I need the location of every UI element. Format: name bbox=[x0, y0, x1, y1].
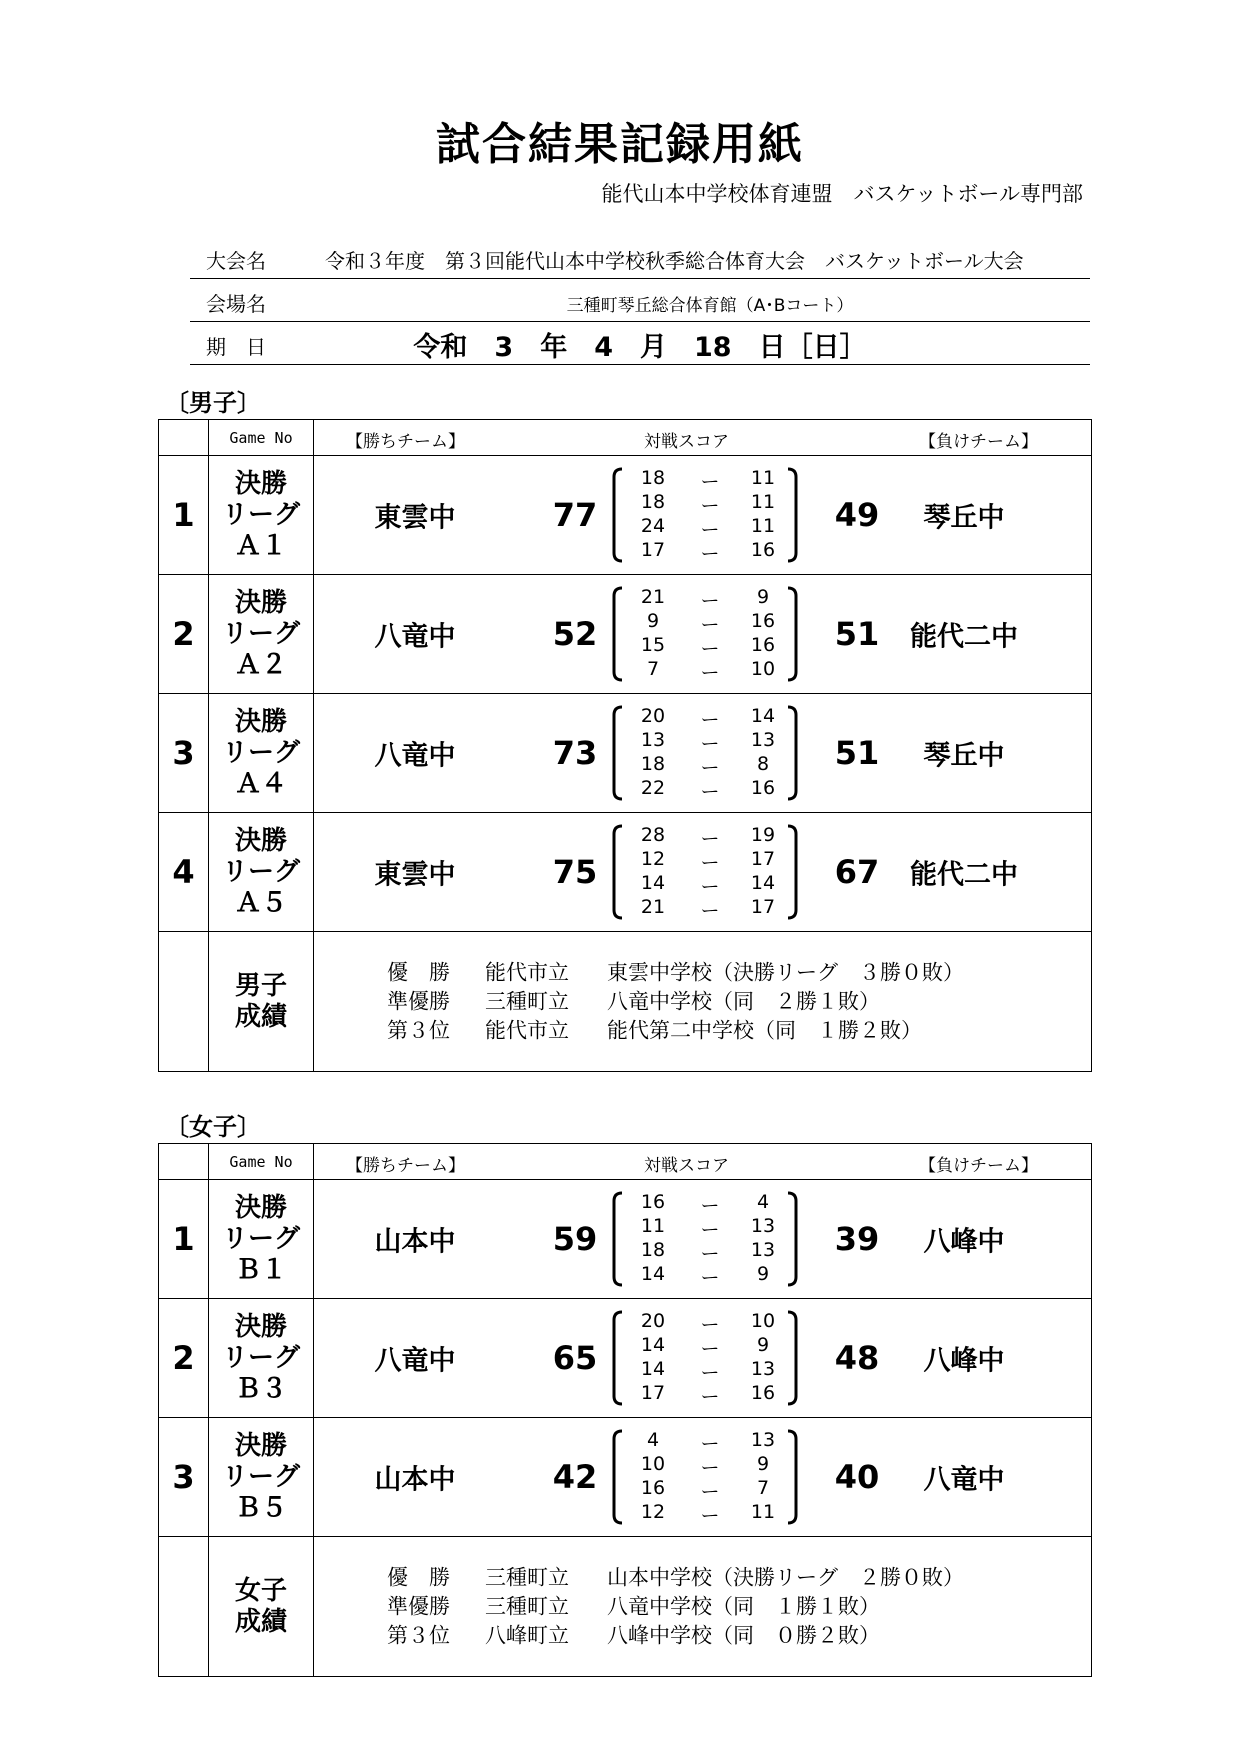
quarter-separator: ー bbox=[700, 781, 720, 803]
standings-cell bbox=[314, 1537, 1092, 1677]
game-stage bbox=[209, 1180, 314, 1299]
stage-line: Ａ１ bbox=[234, 530, 287, 561]
standings-list bbox=[387, 958, 964, 1045]
quarter-row bbox=[610, 634, 806, 658]
quarter-separator: ー bbox=[700, 1433, 720, 1455]
game-row bbox=[159, 1180, 1092, 1299]
loser-team: 琴丘中 bbox=[923, 502, 1005, 534]
organization-name: 能代山本中学校体育連盟 バスケットボール専門部 bbox=[601, 182, 1083, 206]
quarter-separator: ー bbox=[700, 495, 720, 517]
quarter-winner-points: 16 bbox=[640, 1191, 666, 1213]
quarter-separator: ー bbox=[700, 852, 720, 874]
quarter-loser-points: 13 bbox=[750, 1358, 776, 1380]
game-index: 4 bbox=[159, 813, 209, 932]
header-row bbox=[159, 420, 1092, 456]
quarter-row bbox=[610, 658, 806, 682]
standings-school: 八竜中学校（同 ２勝１敗） bbox=[607, 989, 880, 1013]
winner-score: 77 bbox=[552, 496, 598, 534]
quarter-loser-points: 11 bbox=[750, 515, 776, 537]
quarter-winner-points: 18 bbox=[640, 491, 666, 513]
standings-school: 山本中学校（決勝リーグ ２勝０敗） bbox=[607, 1565, 964, 1589]
standings-label-line: 男子 bbox=[234, 970, 287, 1001]
quarter-row bbox=[610, 610, 806, 634]
quarter-loser-points: 9 bbox=[756, 1334, 770, 1356]
quarter-separator: ー bbox=[700, 1481, 720, 1503]
girls-results-table bbox=[158, 1143, 1092, 1677]
stage-line: 決勝 bbox=[234, 468, 287, 499]
quarter-winner-points: 7 bbox=[646, 658, 660, 680]
standings-row bbox=[159, 932, 1092, 1072]
stage-line: 決勝 bbox=[234, 1311, 287, 1342]
stage-line: リーグ bbox=[221, 856, 300, 887]
winner-score: 65 bbox=[552, 1339, 598, 1377]
boys-section-title: 〔男子〕 bbox=[165, 389, 261, 417]
quarter-separator: ー bbox=[700, 1243, 720, 1265]
quarter-winner-points: 12 bbox=[640, 848, 666, 870]
quarter-row bbox=[610, 467, 806, 491]
venue-row bbox=[190, 279, 1090, 322]
quarter-row bbox=[610, 705, 806, 729]
standings-city: 三種町立 bbox=[485, 989, 569, 1013]
game-detail bbox=[314, 575, 1092, 694]
stage-line: 決勝 bbox=[234, 825, 287, 856]
game-index: 3 bbox=[159, 1418, 209, 1537]
header-blank bbox=[159, 420, 209, 456]
stage-line: Ｂ５ bbox=[234, 1492, 287, 1523]
game-detail bbox=[314, 813, 1092, 932]
stage-line: リーグ bbox=[221, 737, 300, 768]
header-winner: 【勝ちチーム】 bbox=[346, 432, 465, 452]
standings-blank bbox=[159, 932, 209, 1072]
quarter-loser-points: 14 bbox=[750, 705, 776, 727]
quarter-row bbox=[610, 586, 806, 610]
quarter-winner-points: 24 bbox=[640, 515, 666, 537]
quarter-loser-points: 7 bbox=[756, 1477, 770, 1499]
standings-label-line: 成績 bbox=[234, 1001, 287, 1032]
quarter-row bbox=[610, 1310, 806, 1334]
quarter-separator: ー bbox=[700, 471, 720, 493]
game-row bbox=[159, 456, 1092, 575]
standings-place: 準優勝 bbox=[387, 1594, 450, 1618]
quarter-separator: ー bbox=[700, 638, 720, 660]
quarter-winner-points: 10 bbox=[640, 1453, 666, 1475]
game-row bbox=[159, 575, 1092, 694]
winner-score: 59 bbox=[552, 1220, 598, 1258]
quarter-winner-points: 18 bbox=[640, 1239, 666, 1261]
quarter-separator: ー bbox=[700, 1362, 720, 1384]
standings-row bbox=[159, 1537, 1092, 1677]
game-row bbox=[159, 1299, 1092, 1418]
winner-score: 73 bbox=[552, 734, 598, 772]
quarter-winner-points: 22 bbox=[640, 777, 666, 799]
loser-team: 能代二中 bbox=[910, 621, 1018, 653]
standings-entry bbox=[387, 958, 964, 987]
standings-label bbox=[209, 932, 314, 1072]
quarter-scores bbox=[610, 1310, 806, 1406]
quarter-row bbox=[610, 729, 806, 753]
quarter-loser-points: 13 bbox=[750, 729, 776, 751]
game-detail bbox=[314, 1180, 1092, 1299]
quarter-winner-points: 20 bbox=[640, 1310, 666, 1332]
stage-line: リーグ bbox=[221, 1461, 300, 1492]
stage-line: 決勝 bbox=[234, 1192, 287, 1223]
standings-label bbox=[209, 1537, 314, 1677]
winner-score: 52 bbox=[552, 615, 598, 653]
winner-team: 山本中 bbox=[374, 1464, 456, 1496]
document-title: 試合結果記録用紙 bbox=[436, 119, 804, 170]
standings-entry bbox=[387, 987, 964, 1016]
quarter-winner-points: 4 bbox=[646, 1429, 660, 1451]
quarter-loser-points: 14 bbox=[750, 872, 776, 894]
standings-entry bbox=[387, 1016, 964, 1045]
header-loser: 【負けチーム】 bbox=[919, 1156, 1038, 1176]
quarter-loser-points: 9 bbox=[756, 586, 770, 608]
standings-place: 優 勝 bbox=[387, 960, 450, 984]
standings-city: 三種町立 bbox=[485, 1594, 569, 1618]
header-game-no: Game No bbox=[209, 420, 314, 456]
header-score: 対戦スコア bbox=[644, 1156, 729, 1176]
quarter-row bbox=[610, 1263, 806, 1287]
header-row bbox=[159, 1144, 1092, 1180]
quarter-loser-points: 11 bbox=[750, 491, 776, 513]
header-game-no: Game No bbox=[209, 1144, 314, 1180]
quarter-winner-points: 18 bbox=[640, 753, 666, 775]
header-score: 対戦スコア bbox=[644, 432, 729, 452]
quarter-winner-points: 21 bbox=[640, 586, 666, 608]
game-row bbox=[159, 1418, 1092, 1537]
quarter-loser-points: 17 bbox=[750, 848, 776, 870]
quarter-separator: ー bbox=[700, 1386, 720, 1408]
loser-score: 40 bbox=[834, 1458, 880, 1496]
loser-score: 51 bbox=[834, 615, 880, 653]
quarter-scores bbox=[610, 1191, 806, 1287]
game-stage bbox=[209, 694, 314, 813]
quarter-separator: ー bbox=[700, 662, 720, 684]
header-blank bbox=[159, 1144, 209, 1180]
quarter-scores bbox=[610, 586, 806, 682]
quarter-row bbox=[610, 1453, 806, 1477]
tournament-label: 大会名 bbox=[206, 249, 266, 273]
winner-team: 東雲中 bbox=[374, 859, 456, 891]
date-value: 令和 3 年 4 月 18 日［日］ bbox=[413, 332, 867, 363]
quarter-row bbox=[610, 1429, 806, 1453]
quarter-separator: ー bbox=[700, 876, 720, 898]
header-columns bbox=[314, 1144, 1092, 1180]
quarter-row bbox=[610, 872, 806, 896]
quarter-winner-points: 11 bbox=[640, 1215, 666, 1237]
stage-line: Ａ５ bbox=[234, 887, 287, 918]
quarter-row bbox=[610, 1215, 806, 1239]
standings-entry bbox=[387, 1563, 964, 1592]
quarter-row bbox=[610, 777, 806, 801]
winner-team: 八竜中 bbox=[374, 740, 456, 772]
quarter-loser-points: 16 bbox=[750, 539, 776, 561]
quarter-separator: ー bbox=[700, 590, 720, 612]
quarter-row bbox=[610, 1191, 806, 1215]
stage-line: 決勝 bbox=[234, 1430, 287, 1461]
quarter-loser-points: 16 bbox=[750, 777, 776, 799]
game-index: 2 bbox=[159, 575, 209, 694]
quarter-winner-points: 14 bbox=[640, 872, 666, 894]
venue-label: 会場名 bbox=[206, 292, 266, 316]
quarter-scores bbox=[610, 467, 806, 563]
quarter-row bbox=[610, 1358, 806, 1382]
quarter-loser-points: 10 bbox=[750, 658, 776, 680]
venue-value: 三種町琴丘総合体育館（A･Bコート） bbox=[566, 296, 854, 316]
winner-team: 山本中 bbox=[374, 1226, 456, 1258]
stage-line: リーグ bbox=[221, 499, 300, 530]
quarter-scores bbox=[610, 1429, 806, 1525]
loser-score: 67 bbox=[834, 853, 880, 891]
stage-line: リーグ bbox=[221, 1223, 300, 1254]
game-stage bbox=[209, 456, 314, 575]
quarter-winner-points: 14 bbox=[640, 1358, 666, 1380]
quarter-separator: ー bbox=[700, 1457, 720, 1479]
standings-school: 能代第二中学校（同 １勝２敗） bbox=[607, 1018, 922, 1042]
quarter-separator: ー bbox=[700, 614, 720, 636]
stage-line: Ａ２ bbox=[234, 649, 287, 680]
game-row bbox=[159, 694, 1092, 813]
quarter-row bbox=[610, 1501, 806, 1525]
stage-line: リーグ bbox=[221, 618, 300, 649]
quarter-loser-points: 9 bbox=[756, 1453, 770, 1475]
winner-score: 42 bbox=[552, 1458, 598, 1496]
quarter-winner-points: 20 bbox=[640, 705, 666, 727]
standings-blank bbox=[159, 1537, 209, 1677]
standings-city: 能代市立 bbox=[485, 960, 569, 984]
quarter-loser-points: 9 bbox=[756, 1263, 770, 1285]
quarter-winner-points: 15 bbox=[640, 634, 666, 656]
quarter-loser-points: 16 bbox=[750, 634, 776, 656]
winner-team: 八竜中 bbox=[374, 621, 456, 653]
quarter-loser-points: 16 bbox=[750, 610, 776, 632]
standings-school: 八峰中学校（同 ０勝２敗） bbox=[607, 1623, 880, 1647]
quarter-row bbox=[610, 515, 806, 539]
game-index: 2 bbox=[159, 1299, 209, 1418]
quarter-row bbox=[610, 539, 806, 563]
quarter-row bbox=[610, 1239, 806, 1263]
quarter-separator: ー bbox=[700, 1267, 720, 1289]
quarter-separator: ー bbox=[700, 709, 720, 731]
game-detail bbox=[314, 1418, 1092, 1537]
stage-line: Ｂ３ bbox=[234, 1373, 287, 1404]
quarter-winner-points: 17 bbox=[640, 1382, 666, 1404]
quarter-separator: ー bbox=[700, 519, 720, 541]
quarter-winner-points: 16 bbox=[640, 1477, 666, 1499]
game-index: 1 bbox=[159, 1180, 209, 1299]
loser-score: 48 bbox=[834, 1339, 880, 1377]
quarter-winner-points: 21 bbox=[640, 896, 666, 918]
quarter-winner-points: 28 bbox=[640, 824, 666, 846]
loser-team: 八峰中 bbox=[923, 1345, 1005, 1377]
quarter-winner-points: 12 bbox=[640, 1501, 666, 1523]
game-row bbox=[159, 813, 1092, 932]
stage-line: Ａ４ bbox=[234, 768, 287, 799]
quarter-loser-points: 16 bbox=[750, 1382, 776, 1404]
standings-entry bbox=[387, 1621, 964, 1650]
quarter-loser-points: 8 bbox=[756, 753, 770, 775]
quarter-loser-points: 17 bbox=[750, 896, 776, 918]
quarter-separator: ー bbox=[700, 733, 720, 755]
quarter-separator: ー bbox=[700, 828, 720, 850]
standings-list bbox=[387, 1563, 964, 1650]
quarter-winner-points: 18 bbox=[640, 467, 666, 489]
game-stage bbox=[209, 1299, 314, 1418]
quarter-winner-points: 13 bbox=[640, 729, 666, 751]
standings-city: 三種町立 bbox=[485, 1565, 569, 1589]
stage-line: リーグ bbox=[221, 1342, 300, 1373]
standings-place: 優 勝 bbox=[387, 1565, 450, 1589]
quarter-winner-points: 9 bbox=[646, 610, 660, 632]
quarter-row bbox=[610, 824, 806, 848]
quarter-loser-points: 13 bbox=[750, 1215, 776, 1237]
stage-line: 決勝 bbox=[234, 587, 287, 618]
quarter-winner-points: 14 bbox=[640, 1334, 666, 1356]
quarter-scores bbox=[610, 705, 806, 801]
winner-team: 東雲中 bbox=[374, 502, 456, 534]
girls-section-title: 〔女子〕 bbox=[165, 1113, 261, 1141]
header-loser: 【負けチーム】 bbox=[919, 432, 1038, 452]
loser-team: 能代二中 bbox=[910, 859, 1018, 891]
standings-cell bbox=[314, 932, 1092, 1072]
game-index: 3 bbox=[159, 694, 209, 813]
quarter-loser-points: 19 bbox=[750, 824, 776, 846]
standings-label-line: 成績 bbox=[234, 1606, 287, 1637]
boys-results-table bbox=[158, 419, 1092, 1072]
quarter-separator: ー bbox=[700, 1338, 720, 1360]
standings-place: 準優勝 bbox=[387, 989, 450, 1013]
stage-line: 決勝 bbox=[234, 706, 287, 737]
quarter-loser-points: 11 bbox=[750, 467, 776, 489]
quarter-loser-points: 4 bbox=[756, 1191, 770, 1213]
quarter-row bbox=[610, 753, 806, 777]
header-columns bbox=[314, 420, 1092, 456]
winner-score: 75 bbox=[552, 853, 598, 891]
quarter-loser-points: 11 bbox=[750, 1501, 776, 1523]
meta-info bbox=[190, 236, 1090, 365]
winner-team: 八竜中 bbox=[374, 1345, 456, 1377]
quarter-row bbox=[610, 491, 806, 515]
standings-school: 東雲中学校（決勝リーグ ３勝０敗） bbox=[607, 960, 964, 984]
date-label: 期 日 bbox=[206, 335, 266, 359]
quarter-row bbox=[610, 848, 806, 872]
standings-city: 八峰町立 bbox=[485, 1623, 569, 1647]
loser-score: 51 bbox=[834, 734, 880, 772]
loser-team: 琴丘中 bbox=[923, 740, 1005, 772]
header-winner: 【勝ちチーム】 bbox=[346, 1156, 465, 1176]
loser-score: 49 bbox=[834, 496, 880, 534]
standings-entry bbox=[387, 1592, 964, 1621]
game-detail bbox=[314, 456, 1092, 575]
quarter-scores bbox=[610, 824, 806, 920]
quarter-row bbox=[610, 1477, 806, 1501]
quarter-separator: ー bbox=[700, 1195, 720, 1217]
loser-score: 39 bbox=[834, 1220, 880, 1258]
standings-label-line: 女子 bbox=[234, 1575, 287, 1606]
loser-team: 八峰中 bbox=[923, 1226, 1005, 1258]
quarter-separator: ー bbox=[700, 1314, 720, 1336]
quarter-row bbox=[610, 1334, 806, 1358]
game-stage bbox=[209, 575, 314, 694]
quarter-loser-points: 13 bbox=[750, 1239, 776, 1261]
game-stage bbox=[209, 813, 314, 932]
quarter-separator: ー bbox=[700, 543, 720, 565]
tournament-row bbox=[190, 236, 1090, 279]
quarter-separator: ー bbox=[700, 1505, 720, 1527]
standings-place: 第３位 bbox=[387, 1018, 450, 1042]
standings-school: 八竜中学校（同 １勝１敗） bbox=[607, 1594, 880, 1618]
game-detail bbox=[314, 694, 1092, 813]
stage-line: Ｂ１ bbox=[234, 1254, 287, 1285]
quarter-loser-points: 10 bbox=[750, 1310, 776, 1332]
quarter-winner-points: 17 bbox=[640, 539, 666, 561]
quarter-separator: ー bbox=[700, 757, 720, 779]
tournament-value: 令和３年度 第３回能代山本中学校秋季総合体育大会 バスケットボール大会 bbox=[325, 249, 1024, 273]
quarter-separator: ー bbox=[700, 1219, 720, 1241]
quarter-row bbox=[610, 1382, 806, 1406]
standings-place: 第３位 bbox=[387, 1623, 450, 1647]
standings-city: 能代市立 bbox=[485, 1018, 569, 1042]
game-detail bbox=[314, 1299, 1092, 1418]
quarter-loser-points: 13 bbox=[750, 1429, 776, 1451]
date-row bbox=[190, 322, 1090, 365]
loser-team: 八竜中 bbox=[923, 1464, 1005, 1496]
quarter-separator: ー bbox=[700, 900, 720, 922]
quarter-row bbox=[610, 896, 806, 920]
quarter-winner-points: 14 bbox=[640, 1263, 666, 1285]
game-stage bbox=[209, 1418, 314, 1537]
game-index: 1 bbox=[159, 456, 209, 575]
